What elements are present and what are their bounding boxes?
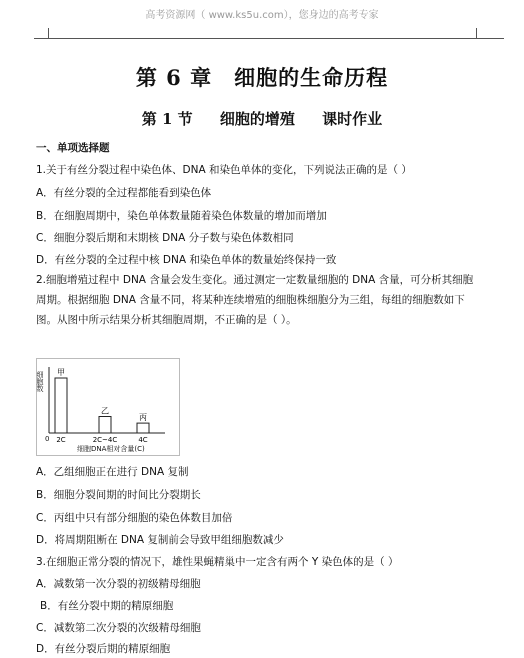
- q3-option-b: B．有丝分裂中期的精原细胞: [40, 600, 174, 612]
- q3-option-d: D．有丝分裂后期的精原细胞: [36, 643, 171, 655]
- tick-label-2C: 2C: [56, 436, 66, 444]
- q1-stem: 1.关于有丝分裂过程中染色体、DNA 和染色单体的变化，下列说法正确的是（ ）: [36, 164, 412, 176]
- part-heading: 一、单项选择题: [36, 142, 110, 154]
- q1-option-a: A．有丝分裂的全过程都能看到染色体: [36, 187, 212, 199]
- chart-svg: [37, 359, 179, 455]
- section-title: [0, 108, 524, 129]
- x-axis-label: 细胞DNA相对含量(C): [77, 445, 145, 453]
- q2-option-d: D．将周期阻断在 DNA 复制前会导致甲组细胞数减少: [36, 534, 284, 546]
- q2-stem-line-1: 2.细胞增殖过程中 DNA 含量会发生变化。通过测定一定数量细胞的 DNA 含量，可分析其细胞: [36, 274, 474, 286]
- bar-4C: [137, 423, 149, 433]
- q2-stem: [36, 270, 488, 330]
- q2-option-a: A．乙组细胞正在进行 DNA 复制: [36, 466, 189, 478]
- tick-label-4C: 4C: [138, 436, 148, 444]
- q1-option-b: B．在细胞周期中，染色单体数量随着染色体数量的增加而增加: [36, 210, 327, 222]
- q2-option-c: C．丙组中只有部分细胞的染色体数目加倍: [36, 512, 233, 524]
- q3-option-a: A．减数第一次分裂的初级精母细胞: [36, 578, 201, 590]
- q2-stem-line-2: 周期。根据细胞 DNA 含量不同，将某种连续增殖的细胞株细胞分为三组，每组的细胞数如下: [36, 294, 465, 306]
- q3-option-c: C．减数第二次分裂的次级精母细胞: [36, 622, 201, 634]
- header-site-text: 高考资源网（ www.ks5u.com），您身边的高考专家: [145, 10, 379, 21]
- page-header: [0, 0, 524, 40]
- dna-content-chart: [36, 358, 180, 456]
- bar-label-乙: 乙: [101, 406, 109, 416]
- bar-2C: [55, 378, 67, 433]
- bar-label-甲: 甲: [57, 368, 65, 377]
- bar-2C~4C: [99, 417, 111, 434]
- header-corner-right: [476, 28, 487, 38]
- header-corner-left: [38, 28, 49, 38]
- q1-option-c: C．细胞分裂后期和末期核 DNA 分子数与染色体数相同: [36, 232, 294, 244]
- section-name: 细胞的增殖: [219, 110, 295, 128]
- y-axis-label: 细胞数: [36, 371, 44, 392]
- header-rule: [34, 38, 504, 39]
- chapter-title: 第 6 章 细胞的生命历程: [135, 65, 389, 90]
- q3-stem: 3.在细胞正常分裂的情况下，雄性果蝇精巢中一定含有两个 Y 染色体的是（ ）: [36, 556, 399, 568]
- tick-label-2C~4C: 2C~4C: [92, 436, 118, 444]
- origin-label: 0: [45, 435, 50, 443]
- q2-option-b: B．细胞分裂间期的时间比分裂期长: [36, 489, 201, 501]
- bar-label-丙: 丙: [139, 413, 147, 423]
- section-number: 第 1 节: [141, 110, 193, 128]
- q2-stem-line-3: 图。从图中所示结果分析其细胞周期，不正确的是（ ）。: [36, 314, 297, 326]
- section-type: 课时作业: [322, 110, 383, 128]
- q1-option-d: D．有丝分裂的全过程中核 DNA 和染色单体的数量始终保持一致: [36, 254, 337, 266]
